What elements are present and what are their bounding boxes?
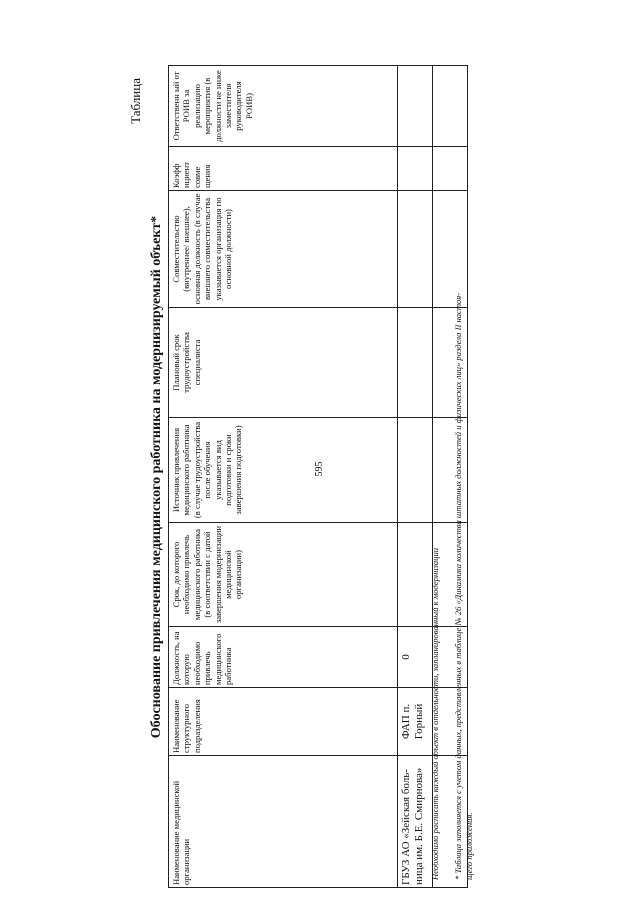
header-position: Должность, на которую необходимо привлечь медицинского работника	[169, 627, 398, 688]
staffing-justification-table	[168, 65, 468, 888]
header-responsible-person: Ответственн ый от РОИВ за реализацию мероприятия (в должности не ниже заместителя руководителя РОИВ)	[169, 66, 398, 147]
header-organization-name: Наименование медицинской организации	[169, 756, 398, 888]
page-number: 595	[314, 461, 325, 477]
table-cell	[398, 66, 433, 147]
header-recruitment-source: Источник привлечения медицинского работника (в случае трудоустройства после обучения указывается вид подготовки и сроки завершения подготовки)	[169, 418, 398, 523]
table-caption: Таблица	[128, 78, 143, 124]
table-cell	[398, 308, 433, 418]
table-cell: ГБУЗ АО «Зейская боль-ница им. Б.Е. Смирнова»	[398, 756, 433, 888]
requirement-note: Необходимо расписать каждый объект в отдельности, запланированный к модернизации	[430, 547, 440, 880]
table-row	[398, 66, 433, 888]
table-cell	[398, 523, 433, 627]
header-combination-of-jobs: Совместительство (внутреннее/ внешнее), основная должность (в случае внешнего совместительства указывается организация по основной должности)	[169, 191, 398, 308]
header-structural-unit: Наименование структурного подразделения	[169, 688, 398, 756]
table-header-row	[169, 66, 398, 888]
table-cell: ФАП п. Горный	[398, 688, 433, 756]
table-cell	[398, 418, 433, 523]
document-sheet	[112, 66, 474, 888]
header-planned-employment-date: Плановый срок трудоустройства специалиста	[169, 308, 398, 418]
table-cell	[398, 147, 433, 191]
table-cell: 0	[398, 627, 433, 688]
header-combination-coefficient: Коэфф ициент совме щения	[169, 147, 398, 191]
table-cell	[398, 191, 433, 308]
document-title: Обоснование привлечения медицинского работника на модернизируемый объект*	[149, 215, 164, 739]
header-deadline: Срок, до которого необходимо привлечь медицинского работника (в соответствии с датой завершения модернизации медицинской организации)	[169, 523, 398, 627]
footnote-line: * Таблица заполняется с учетом данных, представленных в таблице № 26 «Динамика количества штатных должностей и физических лиц» раздела II настоя-	[453, 292, 463, 880]
footnote-line: щего приложения.	[464, 812, 474, 880]
